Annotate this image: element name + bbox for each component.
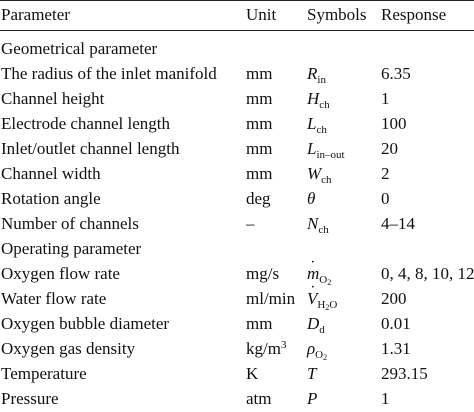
parameter-name: Channel width	[1, 164, 101, 183]
symbol	[307, 286, 337, 311]
section-label: Operating parameter	[1, 239, 142, 258]
symbol-base: R	[307, 64, 318, 83]
symbol-sub: in–out	[316, 149, 345, 161]
table-row	[0, 86, 474, 111]
parameter-name: Number of channels	[1, 214, 139, 233]
parameter-name: Rotation angle	[1, 189, 101, 208]
symbol-base: P	[307, 389, 318, 408]
response-value: 100	[381, 114, 407, 133]
table-row	[0, 261, 474, 286]
symbol	[307, 186, 315, 211]
unit: mm	[246, 64, 273, 83]
symbol-sub: O2	[319, 274, 332, 287]
symbol	[307, 386, 317, 411]
symbol	[307, 111, 327, 136]
parameter-name: Oxygen flow rate	[1, 264, 120, 283]
symbol-base: ρ	[307, 339, 316, 358]
header-parameter: Parameter	[1, 5, 70, 24]
unit: $kg/m^3$	[246, 339, 287, 358]
symbol-sub: ch	[316, 124, 327, 136]
response-value: 0	[381, 189, 390, 208]
symbol-sub: H2O	[317, 299, 338, 312]
parameter-name: Pressure	[1, 389, 59, 408]
header-unit: Unit	[246, 5, 277, 24]
header-symbols: Symbols	[307, 5, 367, 24]
parameter-name: Temperature	[1, 364, 87, 383]
table-row	[0, 111, 474, 136]
symbol-base: D	[307, 314, 320, 333]
symbol-base: ˙ V	[307, 286, 317, 311]
response-value: 200	[381, 289, 407, 308]
parameter-name: The radius of the inlet manifold	[1, 64, 217, 83]
unit: mg/s	[246, 264, 280, 283]
unit: atm	[246, 389, 272, 408]
section-row	[0, 236, 474, 261]
response-value: 0, 4, 8, 10, 12	[381, 264, 474, 283]
unit: mm	[246, 139, 273, 158]
section-label: Geometrical parameter	[1, 39, 158, 58]
table-row	[0, 361, 474, 386]
response-value: 20	[381, 139, 398, 158]
header-rule	[0, 30, 474, 31]
table-row	[0, 161, 474, 186]
table-row	[0, 136, 474, 161]
unit: deg	[246, 189, 271, 208]
response-value: 1.31	[381, 339, 411, 358]
parameter-name: Oxygen bubble diameter	[1, 314, 170, 333]
symbol-base: L	[307, 139, 317, 158]
table-row	[0, 286, 474, 311]
parameter-name: Channel height	[1, 89, 105, 108]
symbol-sub: ch	[319, 99, 330, 111]
parameter-name: Oxygen gas density	[1, 339, 136, 358]
unit: mm	[246, 314, 273, 333]
unit: mm	[246, 114, 273, 133]
parameter-name: Electrode channel length	[1, 114, 170, 133]
symbol	[307, 136, 345, 161]
symbol	[307, 311, 325, 336]
table-row	[0, 211, 474, 236]
symbol-base: H	[307, 89, 320, 108]
parameter-name: Water flow rate	[1, 289, 107, 308]
response-value: 1	[381, 389, 390, 408]
response-value: 4–14	[381, 214, 415, 233]
symbol-base: L	[307, 114, 317, 133]
symbol	[307, 161, 332, 186]
section-row	[0, 36, 474, 61]
symbol-base: N	[307, 214, 319, 233]
symbol	[307, 61, 326, 86]
unit: mm	[246, 164, 273, 183]
symbol	[307, 361, 316, 386]
symbol-sub: d	[319, 324, 325, 336]
symbol-base: T	[307, 364, 317, 383]
response-value: 293.15	[381, 364, 428, 383]
unit: K	[246, 364, 259, 383]
symbol-sub: ch	[318, 224, 329, 236]
table-row	[0, 336, 474, 361]
response-value: 2	[381, 164, 390, 183]
symbol-sub: O2	[315, 349, 328, 362]
symbol	[307, 211, 329, 236]
symbol-sub: ch	[321, 174, 332, 186]
header-row	[0, 2, 474, 27]
top-rule	[0, 0, 474, 1]
unit: –	[246, 214, 255, 233]
response-value: 0.01	[381, 314, 411, 333]
symbol-sub: in	[317, 74, 326, 86]
symbol-base: ˙ m	[307, 261, 319, 286]
table-row	[0, 61, 474, 86]
header-response: Response	[381, 5, 447, 24]
response-value: 6.35	[381, 64, 411, 83]
unit: ml/min	[246, 289, 296, 308]
table-row	[0, 386, 474, 411]
table-row	[0, 311, 474, 336]
response-value: 1	[381, 89, 390, 108]
unit: mm	[246, 89, 273, 108]
parameter-name: Inlet/outlet channel length	[1, 139, 180, 158]
table-row	[0, 186, 474, 211]
symbol-base: W	[307, 164, 322, 183]
symbol	[307, 86, 330, 111]
symbol	[307, 336, 327, 361]
symbol-base: θ	[307, 189, 316, 208]
